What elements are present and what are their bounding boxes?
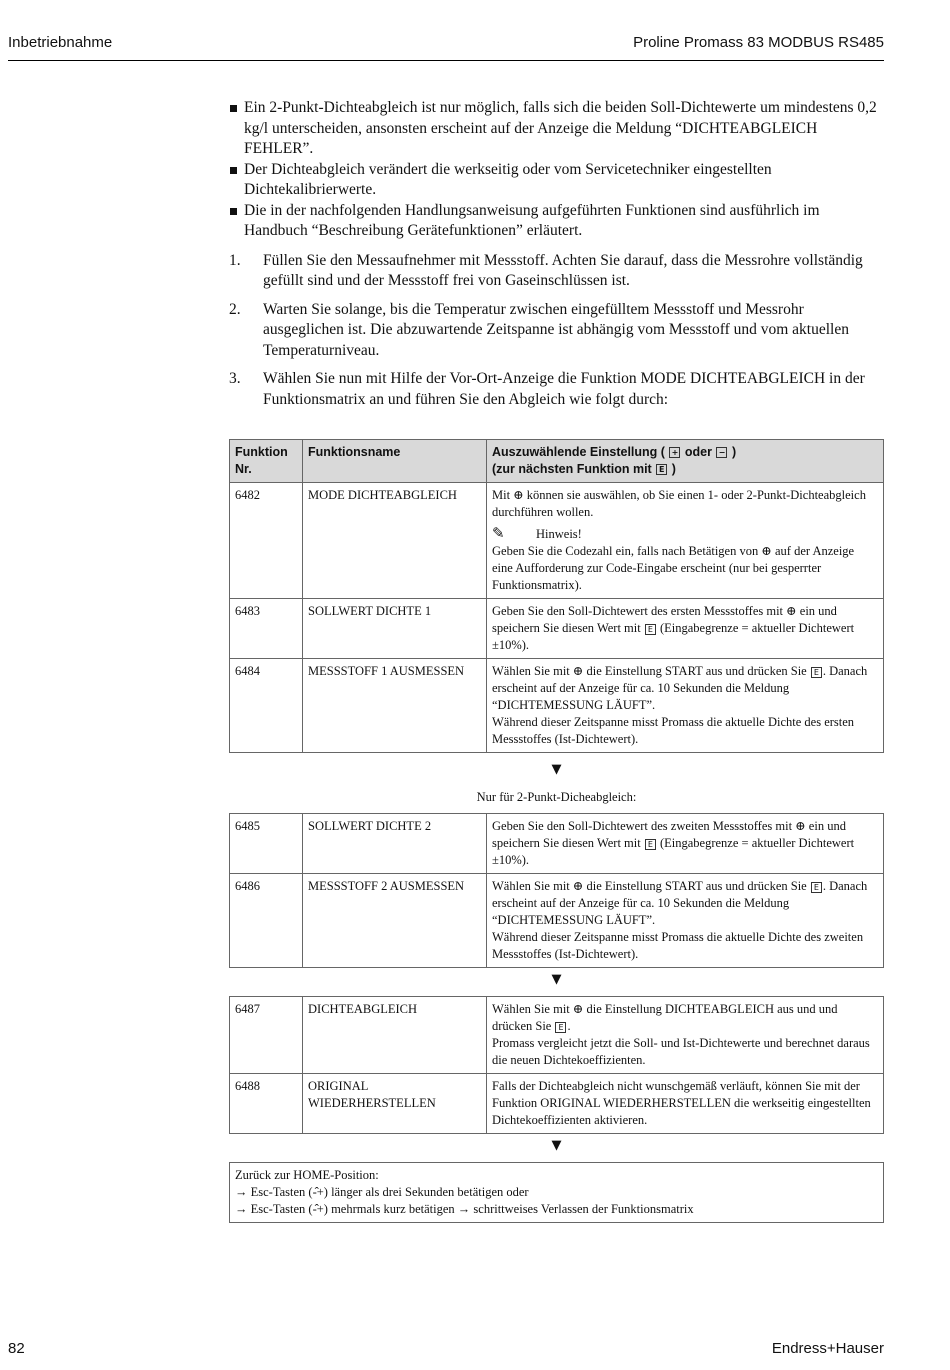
intro-text bbox=[229, 98, 884, 418]
page-number: 82 bbox=[8, 1340, 25, 1357]
operate-keys-icon: ⊕ bbox=[795, 819, 806, 833]
enter-key-icon: E bbox=[811, 667, 822, 678]
table-row: 6486 MESSSTOFF 2 AUSMESSEN Wählen Sie mit ⊕ die Einstellung START aus und drücken Sie E . Danach erscheint auf der Anzeige für ca. 10 Sekunden die Meldung “DICHTEMESSUNG LÄUFT”. Während dieser Zeitspanne misst Promass die aktuelle Dichte des zweiten Messstoffes (Ist-Dichtewert). bbox=[230, 874, 884, 968]
operate-keys-icon: ⊕ bbox=[572, 664, 584, 678]
esc-keys-icon: -̂+ bbox=[312, 1202, 324, 1216]
enter-key-icon: E bbox=[656, 464, 667, 475]
arrow-down-icon: ▼ bbox=[551, 1138, 562, 1153]
step-item: 3. Wählen Sie nun mit Hilfe der Vor-Ort-Anzeige die Funktion MODE DICHTEABGLEICH in der Funktionsmatrix an und führen Sie den Abgleich wie folgt durch: bbox=[229, 370, 865, 408]
bullet-item: Die in der nachfolgenden Handlungsanweisung aufgeführten Funktionen sind ausführlich im Handbuch “Beschreibung Gerätefunktionen” erläutert. bbox=[229, 201, 884, 242]
arrow-down-icon: ▼ bbox=[551, 972, 562, 987]
step-list bbox=[229, 251, 884, 411]
page-header bbox=[8, 32, 884, 61]
home-position-box: Zurück zur HOME-Position: → Esc-Tasten (-̂+) länger als drei Sekunden betätigen oder → Esc-Tasten (-̂+) mehrmals kurz betätigen → schrittweises Verlassen der Funktionsmatrix bbox=[229, 1162, 884, 1223]
header-function-name: Funktionsname bbox=[303, 440, 487, 483]
bullet-list bbox=[229, 98, 884, 242]
step-item: 1. Füllen Sie den Messaufnehmer mit Messstoff. Achten Sie darauf, dass die Messrohre vollständig gefüllt sind und der Messstoff frei von Gaseinschlüssen ist. bbox=[229, 251, 863, 289]
enter-key-icon: E bbox=[811, 882, 822, 893]
arrow-down-icon: ▼ bbox=[551, 762, 562, 777]
header-section-title: Inbetriebnahme bbox=[8, 34, 113, 51]
bullet-square-icon bbox=[230, 105, 237, 112]
header-product-name: Proline Promass 83 MODBUS RS485 bbox=[633, 34, 884, 51]
table-row: 6485 SOLLWERT DICHTE 2 Geben Sie den Soll-Dichtewert des zweiten Messstoffes mit ⊕ ein und speichern Sie diesen Wert mit E (Eingabegrenze = aktueller Dichtewert ±10%). bbox=[230, 814, 884, 874]
table-header-row bbox=[230, 440, 884, 483]
minus-key-icon: − bbox=[716, 447, 727, 458]
table-row: 6484 MESSSTOFF 1 AUSMESSEN Wählen Sie mit ⊕ die Einstellung START aus und drücken Sie E . Danach erscheint auf der Anzeige für ca. 10 Sekunden die Meldung “DICHTEMESSUNG LÄUFT”. Während dieser Zeitspanne misst Promass die aktuelle Dichte des ersten Messstoffes (Ist-Dichtewert). bbox=[230, 659, 884, 753]
esc-keys-icon: -̂+ bbox=[312, 1185, 324, 1199]
pencil-icon: ✎ bbox=[492, 524, 505, 542]
operate-keys-icon: ⊕ bbox=[761, 544, 772, 558]
table-row: 6482 MODE DICHTEABGLEICH Mit ⊕ können sie auswählen, ob Sie einen 1- oder 2-Punkt-Dichteabgleich durchführen wollen. ✎ Hinweis! Geben Sie die Codezahl ein, falls nach Betätigen von ⊕ auf der Anzeige eine Aufforderung zur Code-Eingabe erscheint (nur bei gesperrter Funktionsmatrix). bbox=[230, 483, 884, 599]
function-table-1 bbox=[229, 439, 884, 753]
bullet-square-icon bbox=[230, 208, 237, 215]
note: ✎ Hinweis! bbox=[492, 524, 582, 542]
bullet-item: Der Dichteabgleich verändert die werkseitig oder vom Servicetechniker eingestellten Dichtekalibrierwerte. bbox=[229, 160, 884, 201]
plus-key-icon: + bbox=[669, 447, 680, 458]
company-name: Endress+Hauser bbox=[771, 1340, 884, 1357]
function-table-3 bbox=[229, 996, 884, 1134]
bullet-item: Ein 2-Punkt-Dichteabgleich ist nur möglich, falls sich die beiden Soll-Dichtewerte um mindestens 0,2 kg/l unterscheiden, ansonsten erscheint auf der Anzeige die Meldung “DICHTEABGLEICH FEHLER”. bbox=[229, 98, 884, 160]
table-row: 6483 SOLLWERT DICHTE 1 Geben Sie den Soll-Dichtewert des ersten Messstoffes mit ⊕ ein und speichern Sie diesen Wert mit E (Eingabegrenze = aktueller Dichtewert ±10%). bbox=[230, 599, 884, 659]
table-row: 6488 ORIGINAL WIEDERHERSTELLEN Falls der Dichteabgleich nicht wunschgemäß verläuft, können Sie mit der Funktion ORIGINAL WIEDERHERSTELLEN die werkseitig eingestellten Dichtekoeffizienten aktivieren. bbox=[230, 1074, 884, 1134]
enter-key-icon: E bbox=[555, 1022, 566, 1033]
header-function-nr: Funktion Nr. bbox=[230, 440, 303, 483]
operate-keys-icon: ⊕ bbox=[513, 488, 524, 502]
operate-keys-icon: ⊕ bbox=[572, 1002, 584, 1016]
header-setting: Auszuwählende Einstellung ( + oder − ) (zur nächsten Funktion mit E ) bbox=[487, 440, 884, 483]
operate-keys-icon: ⊕ bbox=[786, 604, 797, 618]
operate-keys-icon: ⊕ bbox=[572, 879, 584, 893]
two-point-note: Nur für 2-Punkt-Dicheabgleich: bbox=[476, 790, 637, 804]
table-row: 6487 DICHTEABGLEICH Wählen Sie mit ⊕ die Einstellung DICHTEABGLEICH aus und und drücken Sie E . Promass vergleicht jetzt die Soll- und Ist-Dichtewerte und berechnet daraus die neuen Dichtekoeffizienten. bbox=[230, 997, 884, 1074]
bullet-square-icon bbox=[230, 167, 237, 174]
enter-key-icon: E bbox=[645, 839, 656, 850]
enter-key-icon: E bbox=[645, 624, 656, 635]
function-table-2 bbox=[229, 813, 884, 968]
step-item: 2. Warten Sie solange, bis die Temperatur zwischen eingefülltem Messstoff und Messrohr ausgeglichen ist. Die abzuwartende Zeitspanne ist abhängig vom Messstoff und vom aktuellen Temperaturniveau. bbox=[229, 300, 849, 359]
